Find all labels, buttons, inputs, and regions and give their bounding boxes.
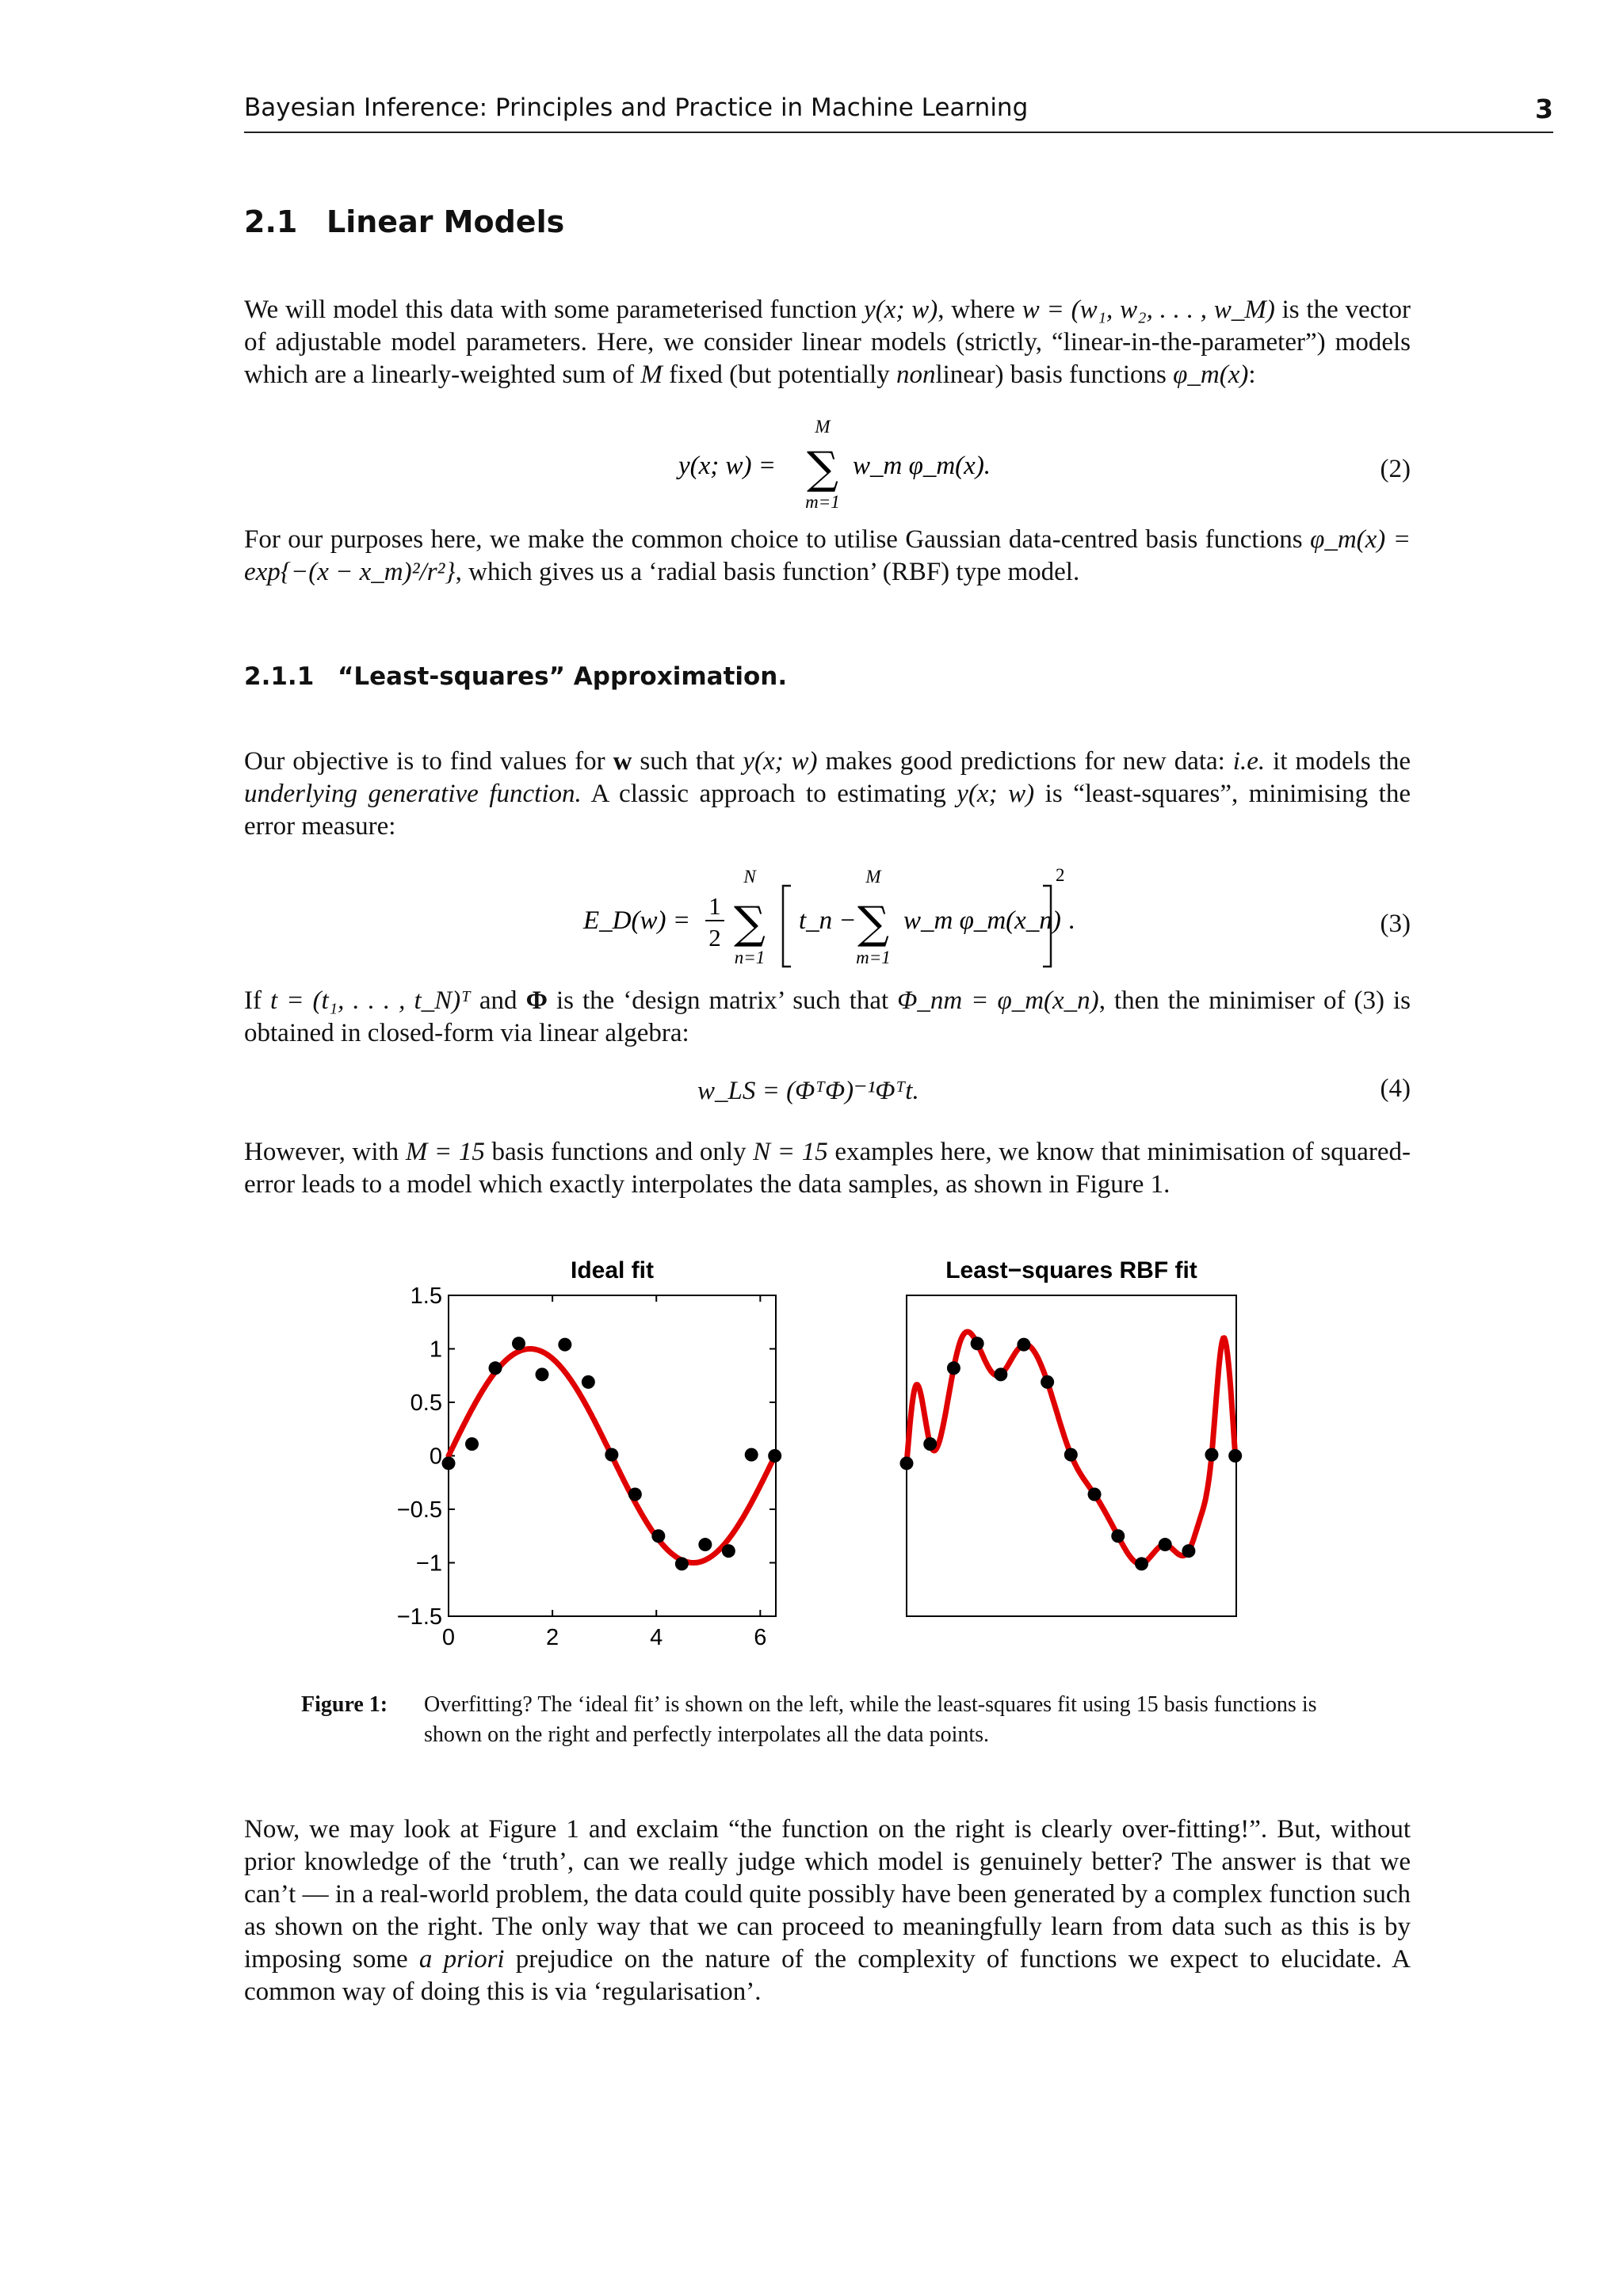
- math-w-def: w = (w₁, w₂, . . . , w_M): [1022, 296, 1275, 324]
- data-point: [1088, 1488, 1102, 1501]
- paragraph-6: [244, 1814, 1411, 2008]
- p3-text-f: underlying generative function.: [244, 780, 582, 808]
- data-point: [1111, 1529, 1125, 1543]
- p5-text-a: However, with: [244, 1138, 406, 1166]
- data-point: [745, 1448, 758, 1462]
- caption-text: Overfitting? The ‘ideal fit’ is shown on the left, while the least-squares fit using 15 basis functions is shown on the right and perfectly interpolates all the data points.: [424, 1692, 1317, 1747]
- data-point: [675, 1557, 689, 1570]
- paragraph-3: [244, 746, 1411, 843]
- eq3-sum2-sign: ∑: [857, 898, 889, 949]
- data-point: [605, 1448, 618, 1462]
- data-point: [558, 1338, 571, 1352]
- subsection-heading: [244, 662, 787, 691]
- p3-text-g: A classic approach to estimating: [581, 780, 957, 808]
- data-point: [1205, 1448, 1218, 1462]
- chart-title: Ideal fit: [570, 1257, 655, 1283]
- eq3-sum1-bottom: n=1: [734, 948, 766, 967]
- eq3-half-den: 2: [708, 924, 721, 952]
- math-phi-m: φ_m(x): [1173, 360, 1249, 389]
- running-title: Bayesian Inference: Principles and Practice in Machine Learning: [244, 93, 1029, 122]
- equation-3: [244, 864, 1411, 974]
- equation-2: [244, 417, 1411, 512]
- p1-text-f: linear) basis functions: [935, 360, 1174, 389]
- data-point: [1182, 1544, 1195, 1558]
- x-tick-label: 6: [754, 1625, 767, 1650]
- page-number: 3: [1535, 93, 1553, 124]
- paragraph-1: [244, 294, 1411, 391]
- p4-text-b: and: [470, 986, 526, 1015]
- data-point: [923, 1437, 937, 1451]
- data-point: [442, 1456, 456, 1470]
- data-point: [536, 1367, 549, 1381]
- eq3-dot: .: [1068, 906, 1075, 935]
- eq4-tag: (4): [1380, 1074, 1411, 1103]
- section-title: Linear Models: [327, 204, 565, 239]
- p4-text-c: is the ‘design matrix’ such that: [547, 986, 898, 1015]
- panel-least-squares-fit: [900, 1257, 1243, 1616]
- y-tick-label: 0.5: [410, 1390, 442, 1416]
- data-point: [994, 1367, 1007, 1381]
- panel-ideal-fit: [397, 1257, 781, 1650]
- eq2-tag: (2): [1380, 455, 1411, 483]
- eq2-lhs: y(x; w) =: [678, 452, 777, 480]
- p1-text-c: is the vector of adjustable model parameters. Here, we consider linear models (strictly, “linear-in-the-parameter”) models which are a linearly-weighted sum of: [244, 296, 1411, 389]
- p4-text-a: If: [244, 986, 270, 1015]
- equation-4: [244, 1070, 1411, 1109]
- subsection-number: 2.1.1: [244, 662, 315, 691]
- p1-text-b: , where: [938, 296, 1022, 324]
- eq3-left-bracket: [783, 886, 791, 967]
- data-point: [628, 1488, 642, 1501]
- p2-text-a: For our purposes here, we make the common choice to utilise Gaussian data-centred basis functions: [244, 525, 1311, 554]
- data-point: [1017, 1338, 1030, 1352]
- p3-text-a: Our objective is to find values for: [244, 747, 613, 776]
- p2-text-b: , which gives us a ‘radial basis function’ (RBF) type model.: [455, 558, 1080, 586]
- subsection-title: “Least-squares” Approximation.: [338, 662, 788, 691]
- running-header: [244, 93, 1553, 133]
- paragraph-4: [244, 985, 1411, 1050]
- p3-text-h: is “least-squares”, minimising the error measure:: [244, 780, 1411, 841]
- figure-1-svg: [365, 1248, 1284, 1660]
- data-point: [1064, 1448, 1078, 1462]
- eq3-sum2-top: M: [865, 867, 881, 887]
- p4-text-d: , then the minimiser of (3) is obtained in closed-form via linear algebra:: [244, 986, 1411, 1047]
- chart-title: Least−squares RBF fit: [945, 1257, 1197, 1283]
- eq3-lhs: E_D(w) =: [583, 906, 690, 935]
- eq2-sum-sign: ∑: [807, 443, 838, 494]
- paragraph-2: [244, 524, 1411, 589]
- eq3-sum2-bottom: m=1: [856, 948, 891, 967]
- eq2-sum-bottom: m=1: [805, 492, 840, 512]
- data-point: [768, 1449, 781, 1463]
- p1-text-d: fixed (but potentially: [662, 360, 896, 389]
- figure-1: [365, 1248, 1284, 1660]
- p3-text-d: i.e.: [1232, 747, 1266, 776]
- eq3-half-num: 1: [708, 892, 721, 920]
- p1-text-g: :: [1248, 360, 1256, 389]
- data-point: [489, 1361, 502, 1375]
- math-M15: M = 15: [405, 1138, 485, 1166]
- eq2-body: w_m φ_m(x).: [853, 452, 991, 480]
- eq4-body: w_LS = (ΦᵀΦ)⁻¹Φᵀt.: [697, 1077, 919, 1105]
- data-point: [582, 1375, 595, 1389]
- data-point: [465, 1437, 479, 1451]
- data-point: [651, 1529, 665, 1543]
- data-point: [947, 1361, 960, 1375]
- math-phi-def: φ_m(x) = exp{−(x − x_m)²/r²}: [244, 525, 1411, 586]
- p6-text-b: a priori: [418, 1945, 505, 1974]
- eq3-sum1-top: N: [743, 867, 756, 887]
- math-Phi-def: Φ_nm = φ_m(x_n): [897, 986, 1099, 1015]
- math-y-x-w-3: y(x; w): [957, 780, 1035, 808]
- data-point: [698, 1538, 712, 1551]
- y-tick-label: 0: [429, 1444, 442, 1470]
- eq3-t-n: t_n −: [799, 906, 857, 935]
- y-tick-label: −1: [415, 1550, 442, 1577]
- eq3-body: w_m φ_m(x_n): [903, 906, 1061, 935]
- data-point: [1041, 1375, 1054, 1389]
- eq3-sum1-sign: ∑: [734, 898, 766, 949]
- y-tick-label: −0.5: [396, 1497, 442, 1523]
- x-tick-label: 4: [650, 1625, 663, 1650]
- p1-text-a: We will model this data with some parameterised function: [244, 296, 865, 324]
- y-tick-label: 1.5: [410, 1283, 442, 1309]
- data-point: [1159, 1538, 1172, 1551]
- data-point: [900, 1456, 914, 1470]
- data-point: [722, 1544, 735, 1558]
- p3-text-e: it models the: [1265, 747, 1411, 776]
- data-point: [1228, 1449, 1242, 1463]
- math-y-x-w-2: y(x; w): [743, 747, 818, 776]
- p5-text-b: basis functions and only: [484, 1138, 754, 1166]
- x-tick-label: 2: [546, 1625, 559, 1650]
- math-y-x-w: y(x; w): [864, 296, 938, 324]
- data-point: [971, 1337, 984, 1350]
- equation-2-svg: [244, 417, 1411, 512]
- section-number: 2.1: [244, 204, 298, 239]
- eq3-power: 2: [1056, 865, 1065, 885]
- eq3-tag: (3): [1380, 910, 1411, 938]
- y-tick-label: 1: [429, 1337, 442, 1363]
- equation-3-svg: [244, 864, 1411, 974]
- p6-text-a: Now, we may look at Figure 1 and exclaim “the function on the right is clearly over-fitting!”. But, without prior knowledge of the ‘truth’, can we really judge which model is genuinely better? The answer is that we can’t — in a real-world problem, the data could quite possibly have been generated by a complex function such as shown on the right. The only way that we can proceed to meaningfully learn from data such as this is by imposing some: [244, 1815, 1411, 1974]
- math-M: M: [640, 360, 663, 389]
- caption-label: Figure 1:: [301, 1692, 388, 1717]
- x-tick-label: 0: [441, 1625, 456, 1650]
- p3-text-b: such that: [632, 747, 743, 776]
- data-point: [1135, 1557, 1148, 1570]
- y-tick-label: −1.5: [396, 1604, 442, 1630]
- math-w: w: [613, 747, 632, 776]
- paragraph-5: [244, 1136, 1411, 1201]
- p3-text-c: makes good predictions for new data:: [817, 747, 1233, 776]
- data-point: [512, 1337, 525, 1350]
- math-Phi: Φ: [525, 986, 548, 1015]
- p5-text-c: examples here, we know that minimisation of squared-error leads to a model which exactly interpolates the data samples, as shown in Figure 1.: [244, 1138, 1411, 1199]
- section-heading: [244, 204, 564, 239]
- eq2-sum-top: M: [815, 417, 831, 437]
- math-N15: N = 15: [753, 1138, 828, 1166]
- p6-text-c: prejudice on the nature of the complexity of functions we expect to elucidate. A common way of doing this is via ‘regularisation’.: [244, 1945, 1411, 2006]
- p1-text-e: non: [896, 360, 936, 389]
- math-t-def: t = (t₁, . . . , t_N)ᵀ: [270, 986, 471, 1015]
